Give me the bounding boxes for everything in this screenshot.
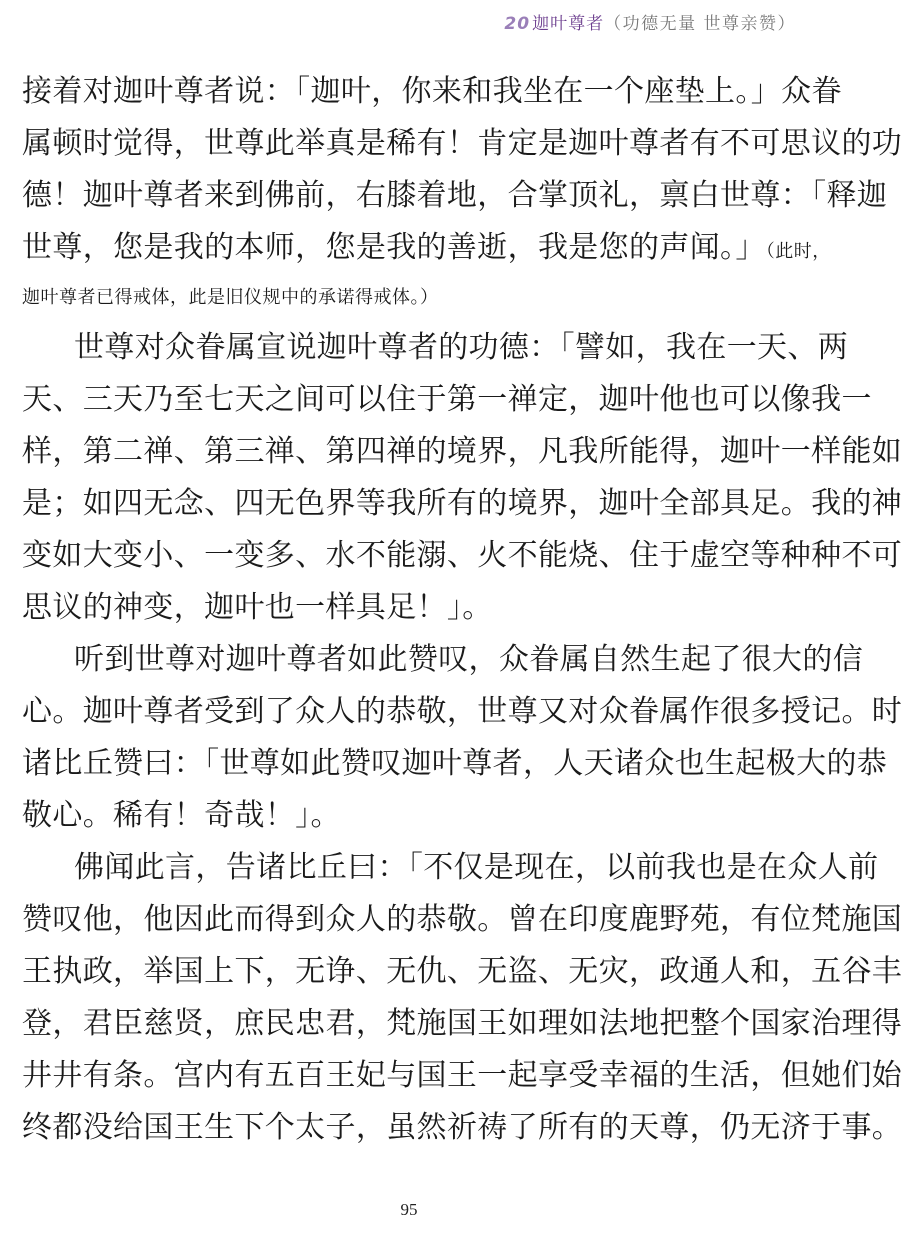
paragraph-start-line: 世尊对众眷属宣说迦叶尊者的功德：「譬如，我在一天、两 — [74, 330, 849, 365]
text-line: 变如大变小、一变多、水不能溺、火不能烧、住于虚空等种种不可 — [22, 538, 902, 573]
text-line: 敬心。稀有！奇哉！」。 — [22, 798, 341, 833]
chapter-number: 20 — [504, 14, 531, 34]
text-line: 接着对迦叶尊者说：「迦叶，你来和我坐在一个座垫上。」众眷 — [22, 74, 842, 109]
text-line: 样，第二禅、第三禅、第四禅的境界，凡我所能得，迦叶一样能如 — [22, 434, 902, 469]
text-line: 思议的神变，迦叶也一样具足！」。 — [22, 590, 493, 625]
text-line: 德！迦叶尊者来到佛前，右膝着地，合掌顶礼，禀白世尊：「释迦 — [22, 178, 888, 213]
running-header — [504, 9, 796, 34]
text-line: 是；如四无念、四无色界等我所有的境界，迦叶全部具足。我的神 — [22, 486, 902, 521]
text-line: 心。迦叶尊者受到了众人的恭敬，世尊又对众眷属作很多授记。时 — [22, 694, 902, 729]
paragraph-start-line: 佛闻此言，告诸比丘曰：「不仅是现在，以前我也是在众人前 — [74, 850, 879, 885]
text-line: 天、三天乃至七天之间可以住于第一禅定，迦叶他也可以像我一 — [22, 382, 872, 417]
paragraph-start-line: 听到世尊对迦叶尊者如此赞叹，众眷属自然生起了很大的信 — [74, 642, 864, 677]
note-start: （此时， — [765, 241, 831, 262]
text-line — [22, 222, 831, 274]
text-line: 王执政，举国上下，无诤、无仇、无盗、无灾，政通人和，五谷丰 — [22, 954, 902, 989]
page-body — [22, 66, 902, 1154]
text-line: 属顿时觉得，世尊此举真是稀有！肯定是迦叶尊者有不可思议的功 — [22, 126, 902, 161]
page-number: 95 — [400, 1200, 418, 1219]
text-line: 赞叹他，他因此而得到众人的恭敬。曾在印度鹿野苑，有位梵施国 — [22, 902, 902, 937]
text-line: 井井有条。宫内有五百王妃与国王一起享受幸福的生活，但她们始 — [22, 1058, 902, 1093]
text-line: 诸比丘赞曰：「世尊如此赞叹迦叶尊者，人天诸众也生起极大的恭 — [22, 746, 888, 781]
text-line-main: 世尊，您是我的本师，您是我的善逝，我是您的声闻。」 — [22, 230, 766, 265]
chapter-subtitle: （功德无量 世尊亲赞） — [604, 14, 796, 34]
note-line: 迦叶尊者已得戒体，此是旧仪规中的承诺得戒体。） — [22, 287, 439, 308]
text-line: 终都没给国王生下个太子，虽然祈祷了所有的天尊，仍无济于事。 — [22, 1110, 902, 1145]
chapter-title: 迦叶尊者 — [532, 14, 605, 34]
text-line: 登，君臣慈贤，庶民忠君，梵施国王如理如法地把整个国家治理得 — [22, 1006, 902, 1041]
